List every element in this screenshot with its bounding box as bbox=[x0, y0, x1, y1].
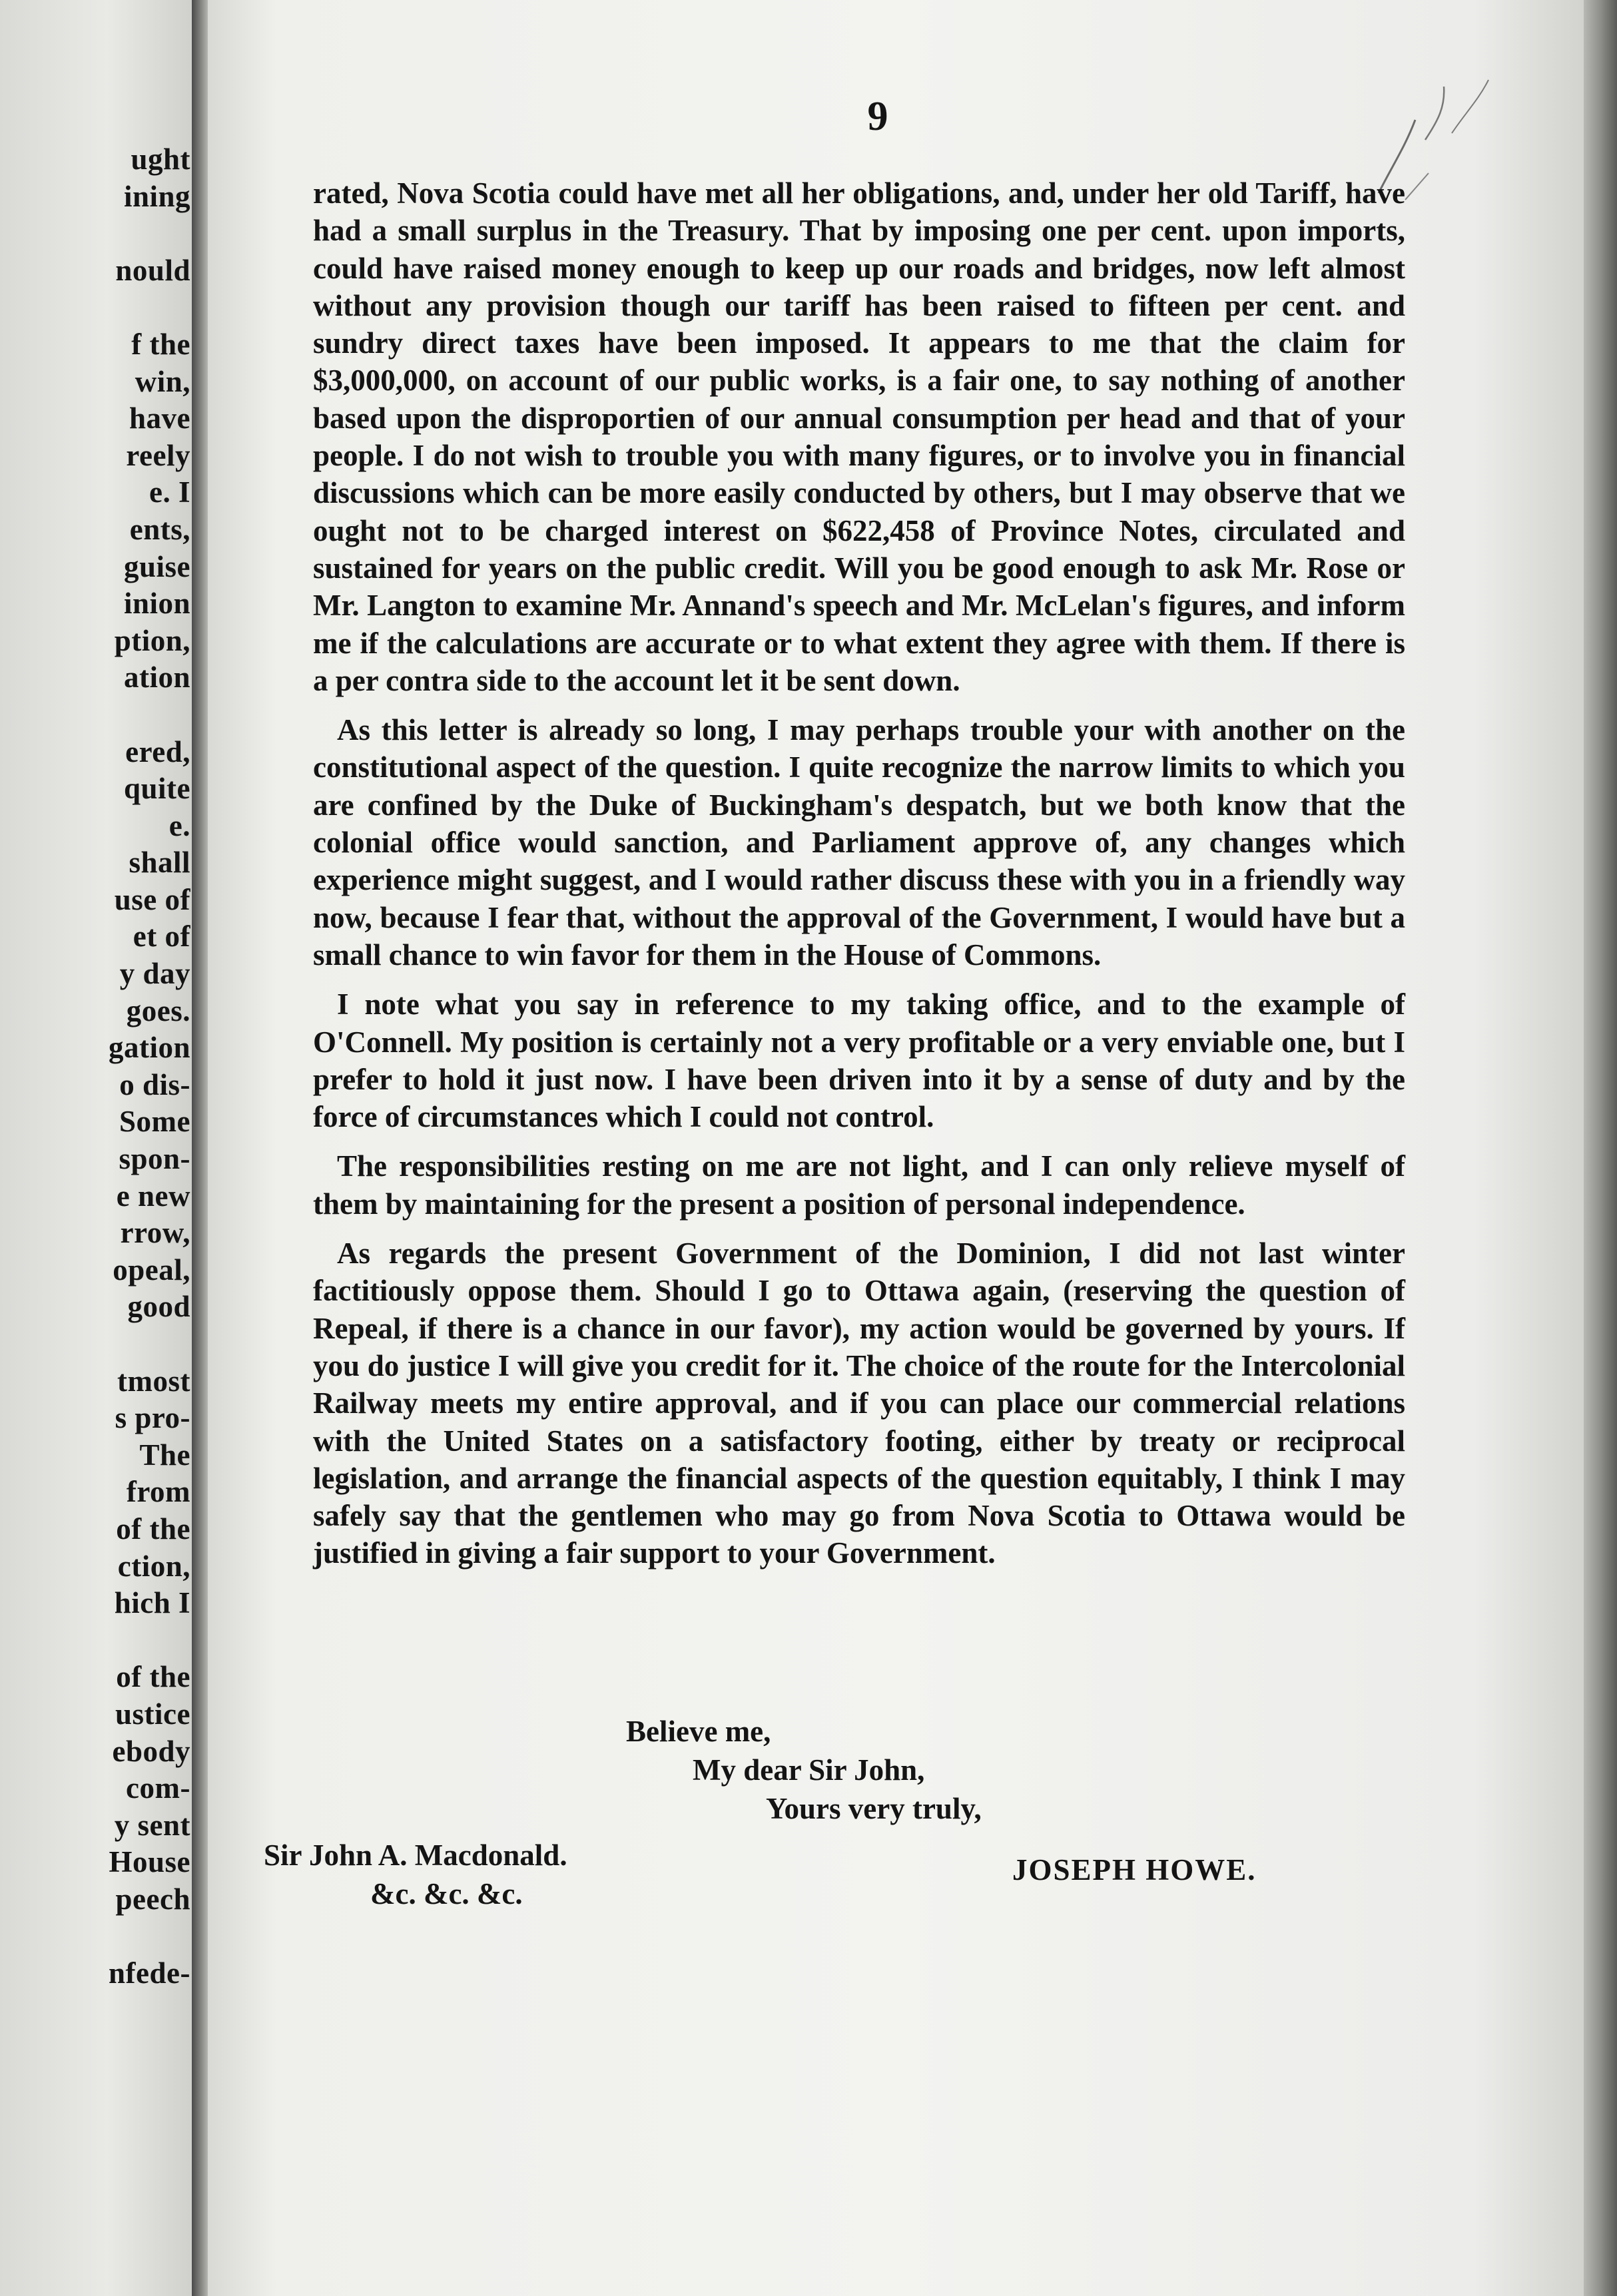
left-page-text-fragments bbox=[31, 141, 190, 1992]
left-fragment-line: ustice bbox=[115, 1697, 190, 1731]
left-fragment-line: ebody bbox=[112, 1734, 190, 1768]
left-fragment-line: ught bbox=[131, 143, 190, 176]
closing-salutation: My dear Sir John, bbox=[693, 1753, 925, 1787]
signature: JOSEPH HOWE. bbox=[1012, 1853, 1257, 1886]
left-fragment-line bbox=[31, 1918, 190, 1956]
left-fragment-line: e new bbox=[116, 1179, 190, 1213]
left-fragment-line: o dis- bbox=[119, 1067, 190, 1101]
left-fragment-line: e. I bbox=[149, 475, 190, 509]
book-gutter bbox=[192, 0, 209, 2296]
left-fragment-line: spon- bbox=[119, 1142, 190, 1176]
left-fragment-line bbox=[31, 697, 190, 734]
left-fragment-line: ining bbox=[123, 179, 190, 213]
paragraph: As regards the present Government of the Dominion, I did not last winter factitiously oppose them. Should I go to Ottawa again, (reserving the question of Repeal, if there is a chance in our favor), my action would be governed by yours. If you do justice I will give you credit for it. The choice of the route for the Intercolonial Railway meets my entire approval, and if you can place our commercial relations with the United States on a satisfactory footing, either by treaty or reciprocal legislation, and arrange the financial aspects of the question equitably, I think I may safely say that the gentlemen who may go from Nova Scotia to Ottawa would be justified in giving a fair support to your Government. bbox=[313, 1237, 1405, 1570]
left-fragment-line: gation bbox=[108, 1031, 190, 1065]
left-fragment-line: from bbox=[126, 1475, 190, 1509]
left-fragment-line: shall bbox=[129, 846, 190, 880]
left-fragment-line: opeal, bbox=[113, 1253, 190, 1287]
recipient-title: Sir bbox=[264, 1839, 302, 1872]
left-fragment-line: ction, bbox=[117, 1549, 190, 1583]
left-fragment-line: nould bbox=[115, 253, 190, 287]
letter-body bbox=[313, 174, 1405, 1572]
paragraph: rated, Nova Scotia could have met all her obligations, and, under her old Tariff, have had a small surplus in the Treasury. That by imposing one per cent. upon imports, could have raised money enough to keep up our roads and bridges, now left almost without any provision though our tariff has been raised to fifteen per cent. and sundry direct taxes have been imposed. It appears to me that the claim for $3,000,000, on account of our public works, is a fair one, to say nothing of another based upon the disproportien of our annual consumption per head and that of your people. I do not wish to trouble you with many figures, or to involve you in financial discussions which can be more easily conducted by others, but I may observe that we ought not to be charged interest on $622,458 of Province Notes, circulated and sustained for years on the public credit. Will you be good enough to ask Mr. Rose or Mr. Langton to examine Mr. Annand's speech and Mr. McLelan's figures, and inform me if the calculations are accurate or to what extent they agree with them. If there is a per contra side to the account let it be sent down. bbox=[313, 176, 1405, 697]
left-fragment-line: The bbox=[139, 1438, 190, 1472]
left-fragment-line: use of bbox=[114, 882, 190, 916]
closing-yours: Yours very truly, bbox=[766, 1792, 982, 1825]
left-fragment-line: have bbox=[129, 402, 190, 435]
left-fragment-line: reely bbox=[126, 438, 190, 472]
left-fragment-line bbox=[31, 1622, 190, 1659]
left-fragment-line: House bbox=[109, 1845, 190, 1879]
left-fragment-line: ered, bbox=[125, 734, 190, 768]
left-fragment-line: good bbox=[127, 1290, 190, 1324]
left-fragment-line: y sent bbox=[114, 1808, 190, 1842]
left-fragment-line: rrow, bbox=[120, 1216, 190, 1250]
left-fragment-line: s pro- bbox=[115, 1401, 190, 1435]
recipient-initial: A. bbox=[378, 1839, 408, 1872]
left-fragment-line: e. bbox=[168, 808, 190, 842]
recipient-first-name: John bbox=[308, 1839, 373, 1872]
left-page-margin bbox=[0, 0, 194, 2296]
left-fragment-line: guise bbox=[123, 549, 190, 583]
left-fragment-line: nfede- bbox=[109, 1956, 190, 1990]
left-fragment-line: com- bbox=[126, 1771, 190, 1805]
left-fragment-line bbox=[31, 1326, 190, 1363]
left-fragment-line: of the bbox=[116, 1660, 190, 1694]
closing-believe: Believe me, bbox=[626, 1715, 771, 1748]
left-fragment-line: tmost bbox=[117, 1364, 190, 1398]
left-fragment-line: of the bbox=[116, 1512, 190, 1546]
left-fragment-line: f the bbox=[131, 327, 190, 361]
left-fragment-line: y day bbox=[119, 957, 190, 991]
left-fragment-line bbox=[31, 215, 190, 252]
page-edge-shadow bbox=[1584, 0, 1617, 2296]
left-fragment-line: inion bbox=[123, 587, 190, 621]
left-fragment-line: ation bbox=[123, 661, 190, 695]
paragraph: The responsibilities resting on me are not light, and I can only relieve myself of them by maintaining for the present a position of personal independence. bbox=[313, 1149, 1405, 1221]
left-fragment-line: goes. bbox=[126, 994, 190, 1027]
page-number: 9 bbox=[867, 94, 888, 139]
left-fragment-line bbox=[31, 289, 190, 326]
recipient-name bbox=[264, 1838, 567, 1872]
left-fragment-line: hich I bbox=[114, 1586, 190, 1620]
recipient-surname: Macdonald. bbox=[414, 1839, 567, 1872]
left-fragment-line: quite bbox=[123, 772, 190, 806]
left-fragment-line: win, bbox=[135, 364, 190, 398]
left-fragment-line: Some bbox=[119, 1105, 190, 1139]
paragraph: I note what you say in reference to my taking office, and to the example of O'Connell. My position is certainly not a very profitable or a very enviable one, but I prefer to hold it just now. I have been driven into it by a sense of duty and by the force of circumstances which I could not control. bbox=[313, 988, 1405, 1134]
left-fragment-line: peech bbox=[115, 1882, 190, 1916]
paragraph: As this letter is already so long, I may perhaps trouble your with another on the constitutional aspect of the question. I quite recognize the narrow limits to which you are confined by the Duke of Buckingham's despatch, but we both know that the colonial office would sanction, and Parliament approve of, any changes which experience might suggest, and I would rather discuss these with you in a friendly way now, because I fear that, without the approval of the Government, I would have but a small chance to win favor for them in the House of Commons. bbox=[313, 713, 1405, 972]
left-fragment-line: et of bbox=[133, 920, 190, 954]
left-fragment-line: ents, bbox=[129, 512, 190, 546]
left-fragment-line: ption, bbox=[114, 623, 190, 657]
recipient-etc: &c. &c. &c. bbox=[370, 1877, 523, 1910]
